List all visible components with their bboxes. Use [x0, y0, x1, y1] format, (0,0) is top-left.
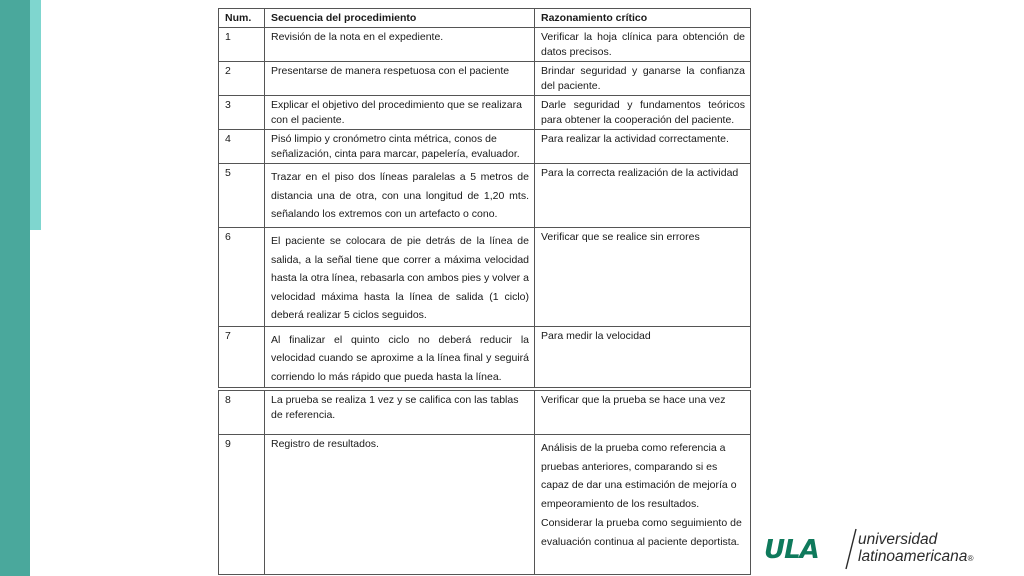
cell-sequence: Al finalizar el quinto ciclo no deberá reducir la velocidad cuando se aproxime a la línea final y seguirá corriendo lo más rápido que pueda hasta la línea.	[265, 326, 535, 388]
cell-sequence: Trazar en el piso dos líneas paralelas a 5 metros de distancia una de otra, con una longitud de 1,20 mts. señalando los extremos con un artefacto o cono.	[265, 164, 535, 228]
cell-sequence: Pisó limpio y cronómetro cinta métrica, conos de señalización, cinta para marcar, papelería, evaluador.	[265, 130, 535, 164]
table-row	[219, 435, 751, 575]
logo-wordmark	[858, 531, 973, 567]
sidebar-stripe-dark	[0, 0, 30, 576]
sidebar-stripe-light	[30, 0, 41, 230]
table-row	[219, 62, 751, 96]
logo-line-2	[858, 548, 973, 567]
logo-line-1: universidad	[858, 531, 938, 548]
cell-num: 6	[219, 228, 265, 327]
cell-reasoning: Darle seguridad y fundamentos teóricos para obtener la cooperación del paciente.	[535, 96, 751, 130]
ula-logo-mark: ULA	[764, 535, 819, 565]
cell-num: 2	[219, 62, 265, 96]
table-row	[219, 164, 751, 228]
cell-reasoning: Brindar seguridad y ganarse la confianza del paciente.	[535, 62, 751, 96]
cell-reasoning: Para realizar la actividad correctamente.	[535, 130, 751, 164]
cell-sequence: Explicar el objetivo del procedimiento que se realizara con el paciente.	[265, 96, 535, 130]
cell-num: 1	[219, 28, 265, 62]
cell-reasoning: Verificar la hoja clínica para obtención de datos precisos.	[535, 28, 751, 62]
table-row	[219, 28, 751, 62]
table-row	[219, 96, 751, 130]
cell-sequence: Registro de resultados.	[265, 435, 535, 575]
table-header-row	[219, 9, 751, 28]
cell-num: 9	[219, 435, 265, 575]
table-row	[219, 130, 751, 164]
university-logo	[760, 527, 1000, 573]
logo-line-2-text: latinoamericana	[858, 548, 968, 565]
cell-sequence: Revisión de la nota en el expediente.	[265, 28, 535, 62]
cell-reasoning: Verificar que se realice sin errores	[535, 228, 751, 327]
cell-num: 5	[219, 164, 265, 228]
cell-reasoning: Para la correcta realización de la actividad	[535, 164, 751, 228]
cell-reasoning: Análisis de la prueba como referencia a pruebas anteriores, comparando si es capaz de dar una estimación de mejoría o empeoramiento de los resultados. Considerar la prueba como seguimiento de evaluación continua al paciente deportista.	[535, 435, 751, 575]
cell-reasoning: Verificar que la prueba se hace una vez	[535, 391, 751, 435]
header-reasoning: Razonamiento crítico	[535, 9, 751, 28]
header-sequence: Secuencia del procedimiento	[265, 9, 535, 28]
cell-reasoning: Para medir la velocidad	[535, 326, 751, 388]
logo-slash-icon	[844, 527, 858, 571]
cell-sequence: La prueba se realiza 1 vez y se califica con las tablas de referencia.	[265, 391, 535, 435]
table-row	[219, 228, 751, 327]
header-num: Num.	[219, 9, 265, 28]
registered-mark: ®	[967, 554, 974, 563]
procedure-table	[218, 8, 751, 575]
cell-num: 3	[219, 96, 265, 130]
table-row	[219, 391, 751, 435]
cell-sequence: Presentarse de manera respetuosa con el paciente	[265, 62, 535, 96]
cell-sequence: El paciente se colocara de pie detrás de la línea de salida, a la señal tiene que correr a máxima velocidad hasta la otra línea, rebasarla con ambos pies y volver a velocidad máxima hasta la línea de salida (1 ciclo) deberá realizar 5 ciclos seguidos.	[265, 228, 535, 327]
cell-num: 4	[219, 130, 265, 164]
cell-num: 8	[219, 391, 265, 435]
cell-num: 7	[219, 326, 265, 388]
table-row	[219, 326, 751, 388]
